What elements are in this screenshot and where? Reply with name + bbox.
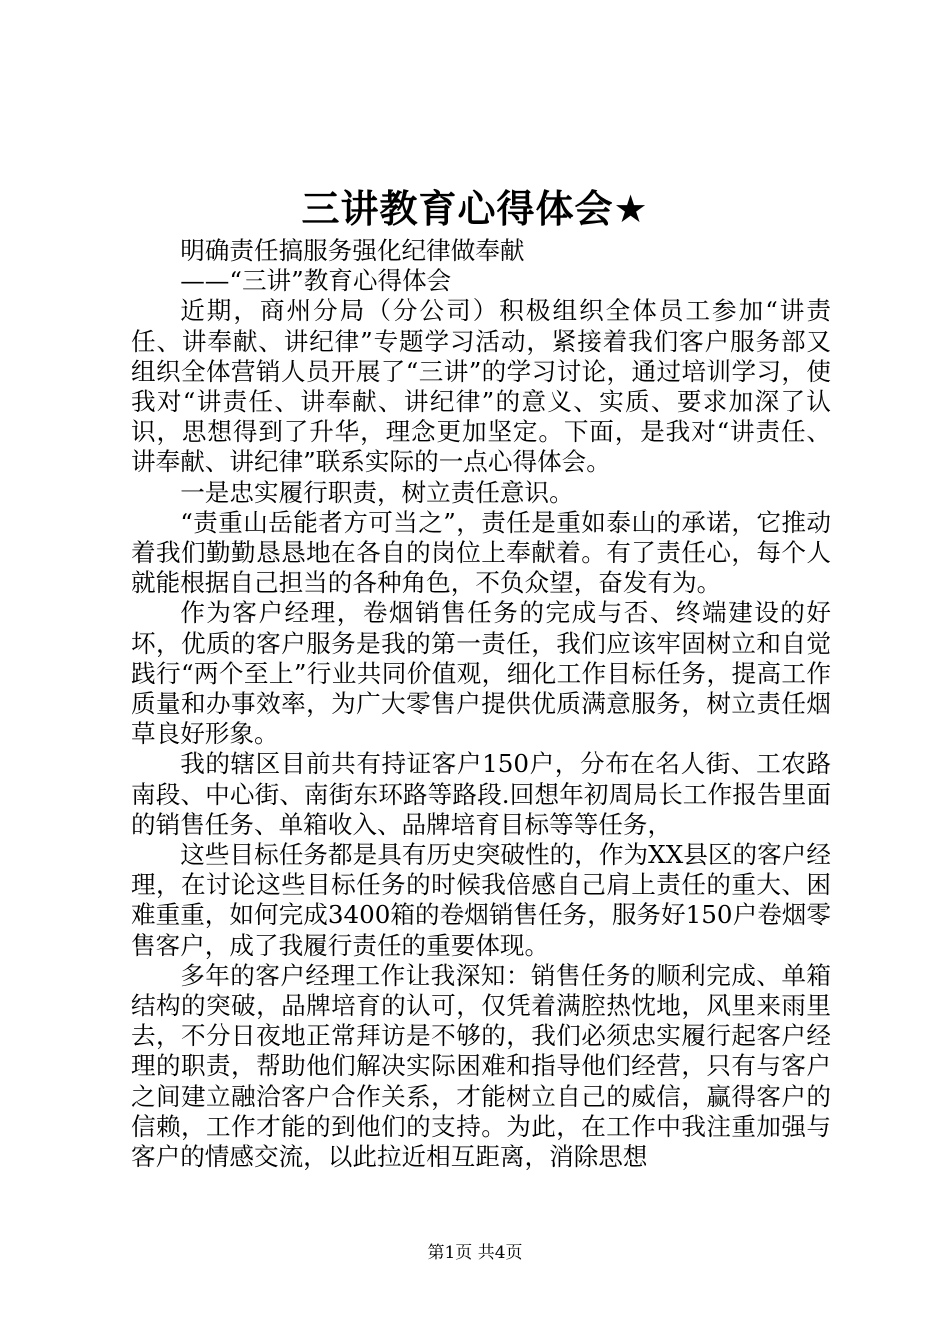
- subtitle-line: 明确责任搞服务强化纪律做奉献: [180, 236, 525, 265]
- paragraph: 作为客户经理，卷烟销售任务的完成与否、终端建设的好坏，优质的客户服务是我的第一责任，我们应该牢固树立和自觉践行“两个至上”行业共同价值观，细化工作目标任务，提高工作质量和办事效率，为广大零售户提供优质满意服务，树立责任烟草良好形象。: [131, 598, 831, 749]
- paragraph: 多年的客户经理工作让我深知：销售任务的顺利完成、单箱结构的突破，品牌培育的认可，仅凭着满腔热忱地，风里来雨里去，不分日夜地正常拜访是不够的，我们必须忠实履行起客户经理的职责，帮助他们解决实际困难和指导他们经营，只有与客户之间建立融洽客户合作关系，才能树立自己的威信，赢得客户的信赖，工作才能的到他们的支持。为此，在工作中我注重加强与客户的情感交流，以此拉近相互距离，消除思想: [131, 960, 831, 1172]
- paragraph: 近期，商州分局（分公司）积极组织全体员工参加“讲责任、讲奉献、讲纪律”专题学习活动，紧接着我们客户服务部又组织全体营销人员开展了“三讲”的学习讨论，通过培训学习，使我对“讲责任、讲奉献、讲纪律”的意义、实质、要求加深了认识，思想得到了升华，理念更加坚定。下面，是我对“讲责任、讲奉献、讲纪律”联系实际的一点心得体会。: [131, 296, 831, 477]
- page-number-footer: 第1页 共4页: [427, 1243, 523, 1263]
- subtitle-secondary-line: ——“三讲”教育心得体会: [180, 266, 452, 296]
- document-title: 三讲教育心得体会★: [301, 187, 649, 231]
- paragraph: 我的辖区目前共有持证客户150户，分布在名人街、工农路南段、中心街、南街东环路等路段.回想年初周局长工作报告里面的销售任务、单箱收入、品牌培育目标等等任务，: [131, 749, 831, 839]
- paragraph: “责重山岳能者方可当之”，责任是重如泰山的承诺，它推动着我们勤勤恳恳地在各自的岗位上奉献着。有了责任心，每个人就能根据自己担当的各种角色，不负众望，奋发有为。: [131, 507, 831, 598]
- paragraph: 这些目标任务都是具有历史突破性的，作为XX县区的客户经理，在讨论这些目标任务的时候我倍感自己肩上责任的重大、困难重重，如何完成3400箱的卷烟销售任务，服务好150户卷烟零售客户，成了我履行责任的重要体现。: [131, 840, 831, 960]
- document-body: [131, 236, 831, 1172]
- section-heading: 一是忠实履行职责，树立责任意识。: [180, 477, 574, 507]
